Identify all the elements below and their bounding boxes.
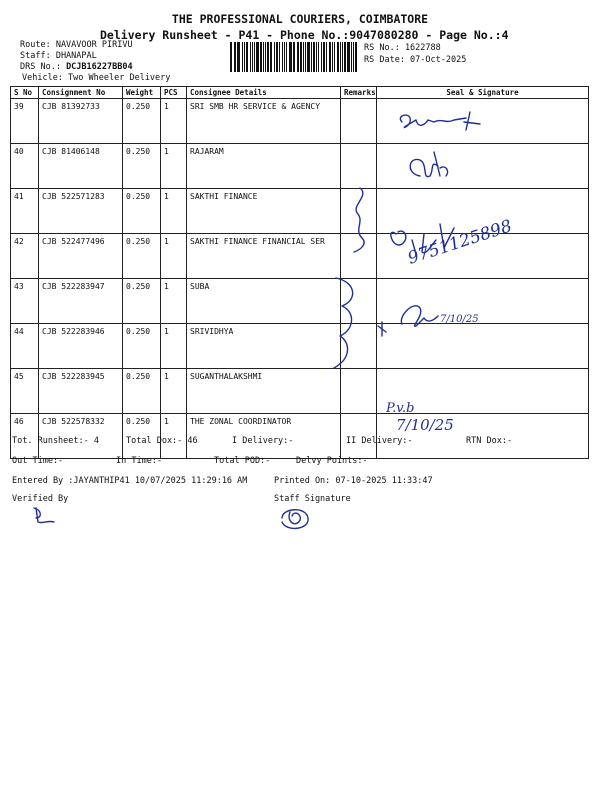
barcode-bar	[337, 42, 339, 72]
cell-weight: 0.250	[123, 279, 161, 324]
cell-sno: 43	[11, 279, 39, 324]
vehicle-label: Vehicle: Two Wheeler Delivery	[22, 73, 171, 83]
barcode-bar	[279, 42, 280, 72]
cell-pcs: 1	[161, 414, 187, 459]
barcode-bar	[300, 42, 302, 72]
barcode-bar	[230, 42, 232, 72]
cell-consignee: SRI SMB HR SERVICE & AGENCY	[187, 99, 341, 144]
cell-consignment: CJB 522283945	[39, 369, 123, 414]
barcode-bar	[316, 42, 317, 72]
drs-label: DRS No.:	[20, 62, 67, 72]
rs-number: RS No.: 1622788	[364, 43, 441, 53]
barcode-bar	[282, 42, 283, 72]
barcode-bar	[318, 42, 319, 72]
cell-consignment: CJB 522571283	[39, 189, 123, 234]
barcode-bar	[329, 42, 332, 72]
handwritten-date-row46: 7/10/25	[396, 416, 454, 434]
barcode-bar	[234, 42, 235, 72]
tot-runsheet: Tot. Runsheet:- 4	[12, 436, 99, 446]
table-row	[11, 324, 589, 369]
barcode-bar	[313, 42, 315, 72]
cell-consignee: SAKTHI FINANCE FINANCIAL SER	[187, 234, 341, 279]
cell-consignment: CJB 522578332	[39, 414, 123, 459]
signature-row43-44	[330, 272, 490, 372]
barcode-bar	[323, 42, 325, 72]
cell-weight: 0.250	[123, 369, 161, 414]
staff-signature-label: Staff Signature	[274, 494, 351, 504]
cell-weight: 0.250	[123, 189, 161, 234]
barcode-bar	[289, 42, 292, 72]
company-name: THE PROFESSIONAL COURIERS, COIMBATORE	[171, 12, 429, 26]
i-delivery: I Delivery:-	[232, 436, 294, 446]
runsheet-title: Delivery Runsheet - P41 - Phone No.:9047080280 - Page No.:4	[100, 28, 509, 42]
route-label: Route: NAVAVOOR PIRIVU	[20, 40, 133, 50]
staff-signature-mark	[272, 500, 322, 536]
printed-on: Printed On: 07-10-2025 11:33:47	[274, 476, 433, 486]
barcode-bar	[274, 42, 275, 72]
cell-consignment: CJB 522283947	[39, 279, 123, 324]
drs-value: DCJB16227BB04	[66, 62, 133, 72]
barcode-bar	[276, 42, 278, 72]
barcode-bar	[303, 42, 304, 72]
cell-pcs: 1	[161, 234, 187, 279]
cell-weight: 0.250	[123, 99, 161, 144]
rtn-dox: RTN Dox:-	[466, 436, 513, 446]
barcode-bar	[265, 42, 266, 72]
barcode-bar	[305, 42, 306, 72]
handwritten-initials: P.v.b	[386, 401, 415, 416]
barcode-bar	[321, 42, 323, 72]
barcode-bar	[326, 42, 327, 72]
barcode-bar	[252, 42, 253, 72]
barcode-bar	[347, 42, 350, 72]
cell-sno: 39	[11, 99, 39, 144]
table-row	[11, 369, 589, 414]
cell-consignment: CJB 81392733	[39, 99, 123, 144]
barcode-bar	[297, 42, 299, 72]
handwritten-phone: 9751125898	[405, 216, 515, 269]
barcode-bar	[242, 42, 243, 72]
signature-row46	[380, 390, 490, 436]
barcode-bar	[254, 42, 255, 72]
barcode-bar	[332, 42, 333, 72]
total-dox: Total Dox:- 46	[126, 436, 198, 446]
cell-sno: 44	[11, 324, 39, 369]
cell-consignee: THE ZONAL COORDINATOR	[187, 414, 341, 459]
barcode-bar	[244, 42, 246, 72]
handwritten-date-row44: 7/10/25	[440, 314, 479, 325]
cell-sno: 46	[11, 414, 39, 459]
signature-row41-42	[340, 182, 540, 272]
barcode-bar	[353, 42, 354, 72]
cell-pcs: 1	[161, 144, 187, 189]
cell-pcs: 1	[161, 279, 187, 324]
barcode-bar	[286, 42, 287, 72]
col-consignee: Consignee Details	[187, 87, 341, 99]
verified-by-label: Verified By	[12, 494, 69, 504]
staff-label: Staff: DHANAPAL	[20, 51, 97, 61]
cell-consignee: SUGANTHALAKSHMI	[187, 369, 341, 414]
barcode-bar	[294, 42, 295, 72]
cell-sno: 42	[11, 234, 39, 279]
barcode-bar	[267, 42, 269, 72]
out-time: Out Time:-	[12, 456, 64, 466]
signature-row40	[400, 146, 460, 186]
col-weight: Weight	[123, 87, 161, 99]
in-time: In Time:-	[116, 456, 163, 466]
barcode-bar	[355, 42, 357, 72]
delvy-points: Delvy Points:-	[296, 456, 368, 466]
col-seal-signature: Seal & Signature	[377, 87, 589, 99]
table-row	[11, 99, 589, 144]
cell-pcs: 1	[161, 369, 187, 414]
barcode	[230, 42, 358, 72]
cell-consignee: RAJARAM	[187, 144, 341, 189]
barcode-bar	[263, 42, 264, 72]
barcode-bar	[307, 42, 310, 72]
cell-weight: 0.250	[123, 144, 161, 189]
cell-remarks	[341, 99, 377, 144]
barcode-bar	[235, 42, 236, 72]
barcode-bar	[340, 42, 341, 72]
signature-row39	[394, 108, 494, 136]
col-remarks: Remarks	[341, 87, 377, 99]
col-consignment: Consignment No	[39, 87, 123, 99]
barcode-bar	[250, 42, 251, 72]
rs-date: RS Date: 07-Oct-2025	[364, 55, 467, 65]
barcode-bar	[342, 42, 343, 72]
verified-by-mark	[30, 506, 60, 526]
col-pcs: PCS	[161, 87, 187, 99]
cell-sno: 45	[11, 369, 39, 414]
barcode-bar	[293, 42, 294, 72]
table-row	[11, 279, 589, 324]
col-sno: S No	[11, 87, 39, 99]
barcode-bar	[260, 42, 262, 72]
cell-remarks	[341, 369, 377, 414]
cell-consignment: CJB 81406148	[39, 144, 123, 189]
cell-sno: 41	[11, 189, 39, 234]
barcode-bar	[246, 42, 248, 72]
barcode-bar	[344, 42, 346, 72]
cell-weight: 0.250	[123, 234, 161, 279]
ii-delivery: II Delivery:-	[346, 436, 413, 446]
barcode-bar	[351, 42, 352, 72]
barcode-bar	[256, 42, 259, 72]
cell-pcs: 1	[161, 324, 187, 369]
cell-pcs: 1	[161, 99, 187, 144]
table-header-row	[11, 87, 589, 99]
total-pod: Total POD:-	[214, 456, 271, 466]
cell-pcs: 1	[161, 189, 187, 234]
drs-number	[20, 62, 133, 72]
barcode-bar	[334, 42, 335, 72]
cell-consignment: CJB 522477496	[39, 234, 123, 279]
entered-by: Entered By :JAYANTHIP41 10/07/2025 11:29:16 AM	[12, 476, 248, 486]
barcode-bar	[237, 42, 240, 72]
cell-consignment: CJB 522283946	[39, 324, 123, 369]
runsheet-table	[10, 86, 589, 459]
cell-consignee: SRIVIDHYA	[187, 324, 341, 369]
cell-weight: 0.250	[123, 414, 161, 459]
cell-sno: 40	[11, 144, 39, 189]
cell-weight: 0.250	[123, 324, 161, 369]
barcode-bar	[284, 42, 286, 72]
barcode-bar	[311, 42, 312, 72]
barcode-bar	[270, 42, 273, 72]
cell-consignee: SAKTHI FINANCE	[187, 189, 341, 234]
cell-consignee: SUBA	[187, 279, 341, 324]
